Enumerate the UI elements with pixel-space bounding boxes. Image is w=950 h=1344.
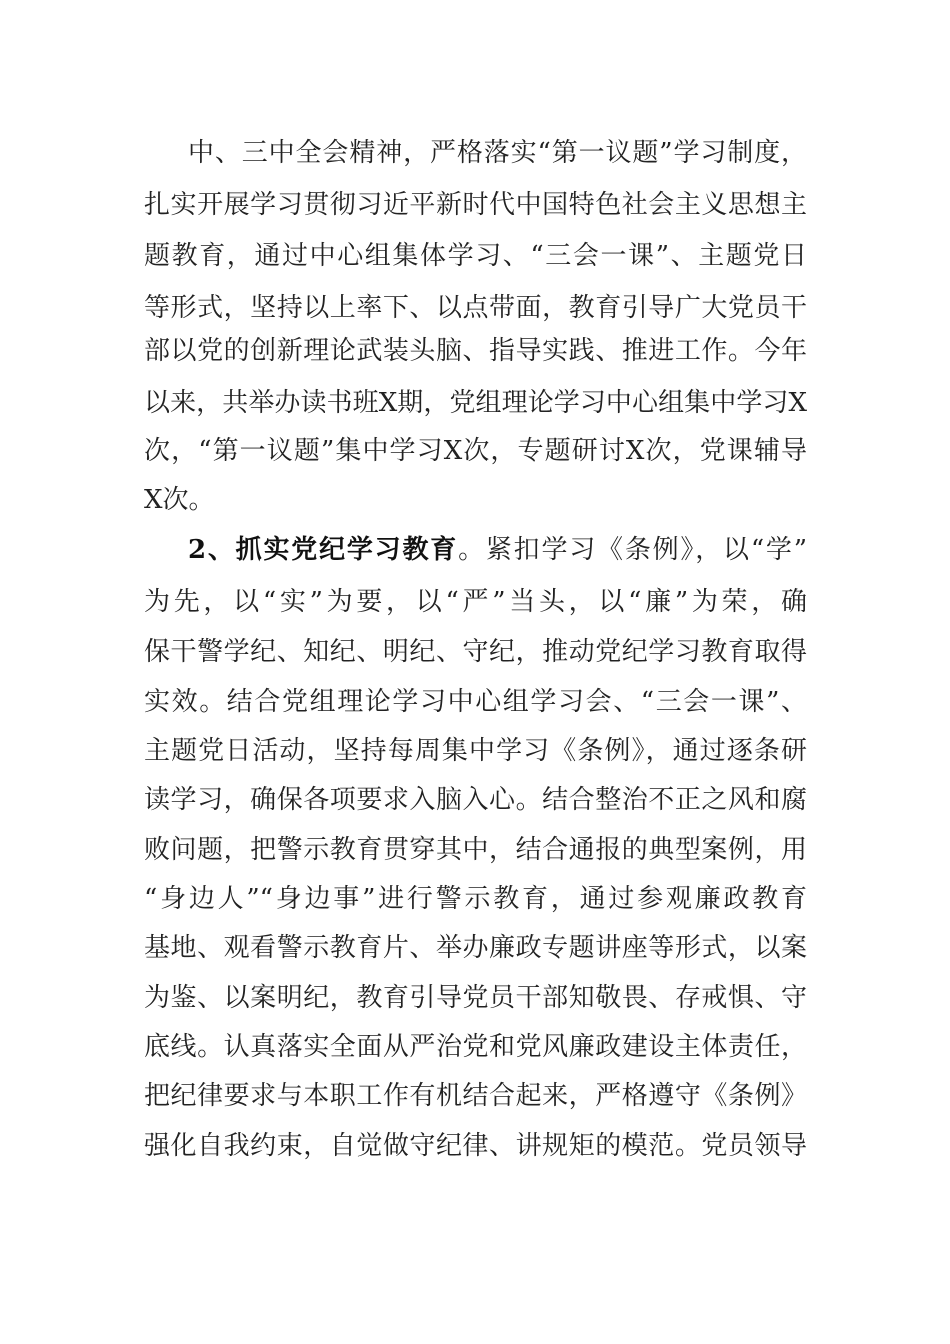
paragraph-1-line: 部以党的创新理论武装头脑、指导实践、推进工作。今年 <box>144 336 807 366</box>
paragraph-2-line: 败问题，把警示教育贯穿其中，结合通报的典型案例，用 <box>144 835 807 865</box>
paragraph-1-line: 以来，共举办读书班X期，党组理论学习中心组集中学习X <box>144 388 807 418</box>
paragraph-1-line: 题教育，通过中心组集体学习、“三会一课”、主题党日 <box>144 241 807 271</box>
paragraph-2-line: 读学习，确保各项要求入脑入心。结合整治不正之风和腐 <box>144 785 807 815</box>
paragraph-1-line: 中、三中全会精神，严格落实“第一议题”学习制度， <box>188 138 807 168</box>
paragraph-2-line: “身边人”“身边事”进行警示教育，通过参观廉政教育 <box>144 884 807 914</box>
paragraph-2-line: 把纪律要求与本职工作有机结合起来，严格遵守《条例》 <box>144 1081 807 1111</box>
paragraph-2-first-line-text: 。紧扣学习《条例》，以“学” <box>458 535 807 565</box>
paragraph-1-line: X次。 <box>144 485 215 515</box>
paragraph-2-line: 主题党日活动，坚持每周集中学习《条例》，通过逐条研 <box>144 736 807 766</box>
paragraph-2-line: 保干警学纪、知纪、明纪、守纪，推动党纪学习教育取得 <box>144 637 807 667</box>
paragraph-2-first-line <box>188 530 807 570</box>
paragraph-1-line: 次，“第一议题”集中学习X次，专题研讨X次，党课辅导 <box>144 436 807 466</box>
paragraph-2-line: 为鉴、以案明纪，教育引导党员干部知敬畏、存戒惧、守 <box>144 983 807 1013</box>
paragraph-2-line: 底线。认真落实全面从严治党和党风廉政建设主体责任， <box>144 1032 807 1062</box>
paragraph-1-line: 等形式，坚持以上率下、以点带面，教育引导广大党员干 <box>144 293 807 323</box>
paragraph-2-line: 强化自我约束，自觉做守纪律、讲规矩的模范。党员领导 <box>144 1131 807 1161</box>
paragraph-2-line: 基地、观看警示教育片、举办廉政专题讲座等形式，以案 <box>144 933 807 963</box>
paragraph-1-line: 扎实开展学习贯彻习近平新时代中国特色社会主义思想主 <box>144 190 807 220</box>
paragraph-2-line: 为先，以“实”为要，以“严”当头，以“廉”为荣，确 <box>144 587 807 617</box>
paragraph-2-line: 实效。结合党组理论学习中心组学习会、“三会一课”、 <box>144 687 807 717</box>
section-heading: 2、抓实党纪学习教育 <box>188 535 459 565</box>
